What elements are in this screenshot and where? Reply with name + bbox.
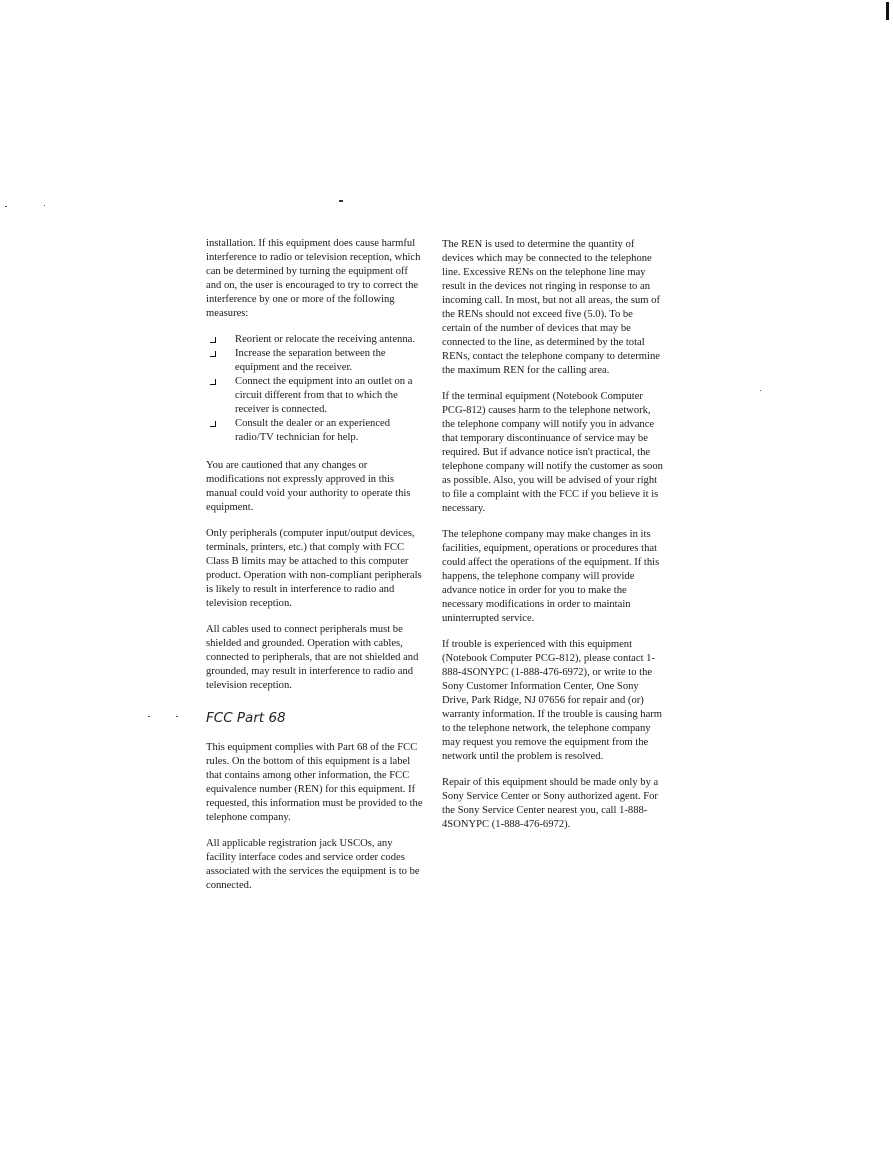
body-paragraph: Repair of this equipment should be made only by a Sony Service Center or Sony authorized agent. For the Sony Service Center nearest you, call 1-888-4SONYPC (1-888-476-6972).	[442, 777, 659, 830]
body-paragraph: installation. If this equipment does cause harmful interference to radio or television reception, which can be determined by turning the equipment off and on, the user is encouraged to try to correct the interference by one or more of the following measures:	[206, 238, 421, 319]
list-item	[206, 333, 424, 347]
scan-speck	[5, 206, 7, 207]
scan-speck	[176, 716, 178, 717]
list-item-text: Reorient or relocate the receiving antenna.	[235, 334, 416, 345]
body-paragraph: If trouble is experienced with this equipment (Notebook Computer PCG-812), please contact 1-888-4SONYPC (1-888-476-6972), or write to the Sony Customer Information Center, One Sony Drive, Park Ridge, NJ 07656 for repair and (or) warranty information. If the trouble is causing harm to the telephone network, the telephone company may request you remove the equipment from the network until the problem is resolved.	[442, 639, 663, 762]
scan-speck	[148, 716, 150, 717]
body-paragraph: This equipment complies with Part 68 of the FCC rules. On the bottom of this equipment is a label that contains among other information, the FCC equivalence number (REN) for this equipment. If requested, this information must be provided to the telephone company.	[206, 742, 423, 823]
left-column	[206, 237, 424, 905]
measures-list	[206, 333, 424, 445]
checkbox-bullet-icon	[210, 421, 216, 427]
body-paragraph: You are cautioned that any changes or modifications not expressly approved in this manual could void your authority to operate this equipment.	[206, 460, 411, 513]
body-paragraph: All cables used to connect peripherals must be shielded and grounded. Operation with cables, connected to peripherals, that are not shielded and grounded, may result in interference to radio and television reception.	[206, 624, 419, 691]
checkbox-bullet-icon	[210, 351, 216, 357]
body-paragraph: All applicable registration jack USCOs, any facility interface codes and service order codes associated with the services the equipment is to be connected.	[206, 838, 420, 891]
body-paragraph: The telephone company may make changes in its facilities, equipment, operations or procedures that could affect the operations of the equipment. If this happens, the telephone company will provide advance notice in order for you to make the necessary modifications in order to maintain uninterrupted service.	[442, 529, 660, 624]
list-item-text: Consult the dealer or an experienced radio/TV technician for help.	[235, 418, 391, 443]
list-item-text: Connect the equipment into an outlet on a circuit different from that to which the receiver is connected.	[235, 376, 413, 415]
scan-speck	[44, 205, 45, 206]
section-heading: FCC Part 68	[206, 710, 286, 726]
body-paragraph: The REN is used to determine the quantity of devices which may be connected to the telephone line. Excessive RENs on the telephone line may result in the devices not ringing in response to an incoming call. In most, but not all areas, the sum of the RENs should not exceed five (5.0). To be certain of the number of devices that may be connected to the line, as determined by the total RENs, contact the telephone company to determine the maximum REN for the calling area.	[442, 239, 661, 376]
list-item	[206, 417, 424, 445]
scan-speck	[760, 390, 761, 391]
scan-speck	[339, 200, 343, 202]
scan-edge-mark	[886, 2, 889, 20]
list-item	[206, 375, 424, 417]
list-item	[206, 347, 424, 375]
body-paragraph: Only peripherals (computer input/output devices, terminals, printers, etc.) that comply with FCC Class B limits may be attached to this computer product. Operation with non-compliant peripherals is likely to result in interference to radio and television reception.	[206, 528, 422, 609]
right-column	[442, 238, 664, 844]
checkbox-bullet-icon	[210, 337, 216, 343]
checkbox-bullet-icon	[210, 379, 216, 385]
list-item-text: Increase the separation between the equipment and the receiver.	[235, 348, 386, 373]
body-paragraph: If the terminal equipment (Notebook Computer PCG-812) causes harm to the telephone network, the telephone company will notify you in advance that temporary discontinuance of service may be required. But if advance notice isn't practical, the telephone company will notify the customer as soon as possible. Also, you will be advised of your right to file a complaint with the FCC if you believe it is necessary.	[442, 391, 663, 514]
